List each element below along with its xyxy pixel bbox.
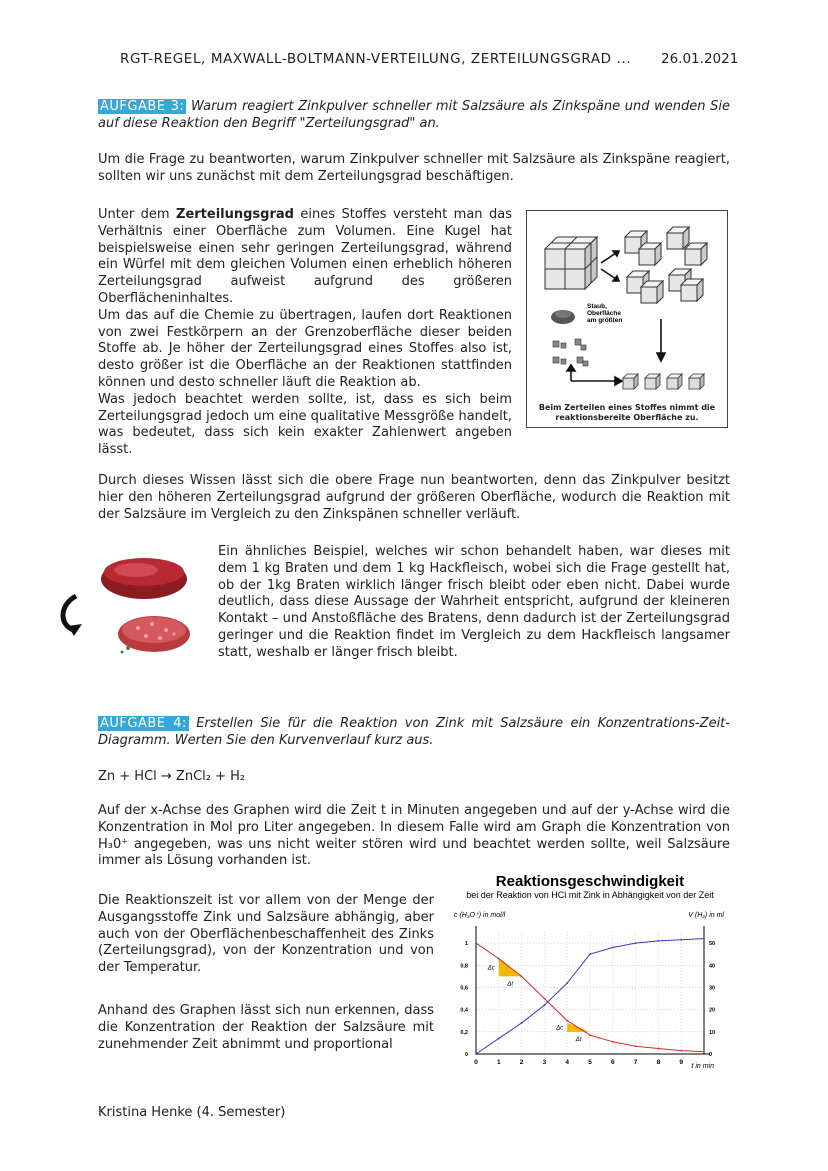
dust-pile-icon [551, 310, 575, 324]
delta-t-label: Δt [575, 1036, 582, 1043]
delta-t-label: Δt [507, 981, 514, 988]
medium-cubes-icon [623, 374, 704, 389]
x-tick-label: 1 [496, 1059, 501, 1066]
task4-axes-text: Auf der x-Achse des Graphen wird die Zeit t in Minuten angegeben und auf der y-Achse wird die Konzentration in Mol pro Liter angegeben. In diesem Falle wird am Graph die Konzentration von H₃0⁺ angegeben, was uns nicht weiter stören wird und beachtet werden sollte, weil Salzsäure immer als Lösung vorhanden ist. [98, 803, 730, 869]
task3-definition [98, 207, 512, 308]
large-cube-icon [545, 237, 597, 289]
task3-answer: Durch dieses Wissen lässt sich die obere Frage nun beantworten, denn das Zinkpulver besitzt hier den höheren Zerteilungsgrad aufgrund der größeren Oberfläche, wodurch die Reaktion mit der Salzsäure im Vergleich zu den Zinkspänen schneller verläuft. [98, 473, 730, 522]
header-title: RGT-REGEL, MAXWALL-BOLTMANN-VERTEILUNG, ZERTEILUNGSGRAD ... [120, 51, 632, 67]
caption-line-1: Beim Zerteilen eines Stoffes nimmt die [538, 403, 716, 412]
series-point [680, 939, 682, 941]
series-point [475, 942, 477, 944]
y-left-axis-label: c (H₃O⁺) in mol/l [454, 912, 506, 919]
delta-c-label: Δc [556, 1025, 564, 1032]
delta-c-label: Δc [487, 965, 495, 972]
meat-images [56, 544, 206, 664]
chart-title: Reaktionsgeschwindigkeit [495, 873, 685, 890]
x-tick-label: 3 [542, 1059, 547, 1066]
series-point [658, 1048, 660, 1050]
y-right-tick-label: 40 [709, 963, 716, 970]
y-right-tick-label: 0 [709, 1052, 713, 1058]
task3-definition-block [98, 207, 512, 459]
x-tick-label: 2 [519, 1059, 524, 1066]
dust-label-1: Staub, [587, 303, 607, 310]
y-left-tick-label: 0,6 [460, 985, 468, 992]
task3-intro: Um die Frage zu beantworten, warum Zinkpulver schneller mit Salzsäure als Zinkspäne reagiert, sollten wir uns zunächst mit dem Zerteilungsgrad beschäftigen. [98, 152, 730, 184]
x-axis-label: t in min [691, 1063, 714, 1070]
dust-label-2: Oberfläche [587, 310, 621, 317]
series-point [635, 1045, 637, 1047]
curved-arrow-icon [63, 596, 76, 630]
task3-chemistry: Um das auf die Chemie zu übertragen, laufen dort Reaktionen von zwei Festkörpern an der Grenzoberfläche dieser beiden Stoffe ab. Je höher der Zerteilungsgrad eines Stoffes also ist, desto größer ist die Oberfläche an der Reaktionen stattfinden können und desto schneller läuft die Reaktion ab. [98, 307, 512, 390]
roast-beef-icon [101, 558, 187, 599]
x-tick-label: 8 [656, 1059, 661, 1066]
task4-time-text: Die Reaktionszeit ist vor allem von der Menge der Ausgangsstoffe Zink und Salzsäure abhängig, aber auch von der Oberflächenbeschaffenheit des Zinks (Zerteilungsgrad), von der Konzentration und von der Temperatur. [98, 893, 434, 976]
task3-question [98, 99, 730, 133]
task3-note: Was jedoch beachtet werden sollte, ist, dass es sich beim Zerteilungsgrad jedoch um eine qualitative Messgröße handelt, was bedeutet, dass sich kein exakter Zahlenwert angeben lässt. [98, 391, 512, 458]
chart-subtitle: bei der Reaktion von HCl mit Zink in Abhängigkeit von der Zeit [466, 890, 714, 900]
series-point [612, 1041, 614, 1043]
series-point [566, 1020, 568, 1022]
task4-question-text: Erstellen Sie für die Reaktion von Zink mit Salzsäure ein Konzentrations-Zeit-Diagramm. Werten Sie den Kurvenverlauf kurz aus. [98, 716, 730, 748]
series-point [566, 982, 568, 984]
series-point [589, 1034, 591, 1036]
task4-question [98, 716, 730, 750]
y-right-axis-label: V (H₂) in ml [688, 912, 724, 919]
y-right-tick-label: 10 [709, 1029, 716, 1036]
x-tick-label: 6 [610, 1059, 615, 1066]
y-right-tick-label: 50 [709, 941, 716, 948]
minced-meat-icon [118, 616, 190, 654]
caption-line-2: reaktionsbereite Oberfläche zu. [555, 413, 699, 422]
footer-author: Kristina Henke (4. Semester) [98, 1105, 286, 1120]
cube-illustration [527, 211, 727, 427]
series-point [544, 1004, 546, 1006]
series-point [544, 998, 546, 1000]
reaction-rate-chart [448, 870, 732, 1076]
def-post: eines Stoffes versteht man das Verhältnis einer Oberfläche zum Volumen. Eine Kugel hat beispielsweise einen sehr geringen Zerteilungsgrad, während ein Würfel mit dem gleichen Volumen einen erheblich höheren Zerteilungsgrad aufweist aufgrund des größeren Oberflächeninhaltes. [98, 207, 512, 306]
y-left-tick-label: 1 [464, 941, 468, 948]
figure-caption [533, 403, 721, 423]
granules-icon [553, 339, 588, 366]
series-point [635, 942, 637, 944]
x-tick-label: 5 [588, 1059, 592, 1066]
task3-tag: AUFGABE 3: [100, 99, 185, 114]
series-point [658, 940, 660, 942]
task4-graph-text: Anhand des Graphen lässt sich nun erkennen, dass die Konzentration der Reaktion der Salzsäure mit zunehmender Zeit abnimmt und proportional [98, 1003, 434, 1052]
series-point [498, 1038, 500, 1040]
series-point [703, 1051, 705, 1053]
dust-label-3: am größten [587, 317, 623, 324]
y-left-tick-label: 0,8 [460, 963, 468, 970]
y-right-tick-label: 30 [709, 985, 716, 992]
chart-annotations [487, 959, 590, 1043]
series-point [703, 938, 705, 940]
series-line [476, 939, 704, 1054]
x-tick-label: 9 [679, 1059, 684, 1066]
x-tick-label: 4 [565, 1059, 570, 1066]
series-point [612, 947, 614, 949]
def-term: Zerteilungsgrad [176, 207, 294, 222]
small-cubes-icon [625, 227, 707, 303]
series-point [521, 975, 523, 977]
y-left-tick-label: 0,4 [460, 1007, 468, 1014]
series-point [680, 1050, 682, 1052]
page-header [0, 46, 828, 74]
series-point [521, 1022, 523, 1024]
series-point [498, 958, 500, 960]
task3-question-text: Warum reagiert Zinkpulver schneller mit Salzsäure als Zinkspäne und wenden Sie auf diese Reaktion den Begriff "Zerteilungsgrad" an. [98, 99, 730, 131]
task3-example: Ein ähnliches Beispiel, welches wir schon behandelt haben, war dieses mit dem 1 kg Braten und dem 1 kg Hackfleisch, wobei sich die Frage gestellt hat, ob der 1kg Braten wirklich länger frisch bleibt oder eben nicht. Dabei wurde deutlich, dass diese Aussage der Wahrheit entspricht, aufgrund der kleineren Kontakt – und Anstoßfläche des Bratens, denn dadurch ist der Zerteilungsgrad geringer und die Reaktion findet im Vergleich zu dem Hackfleisch langsamer statt, weshalb er länger frisch bleibt. [218, 544, 730, 660]
series-point [475, 1053, 477, 1055]
reaction-equation: Zn + HCl → ZnCl₂ + H₂ [98, 769, 246, 784]
surface-area-figure [526, 210, 728, 428]
y-left-tick-label: 0,2 [460, 1029, 468, 1036]
task4-tag: AUFGABE 4: [100, 716, 187, 731]
chart-grid [476, 926, 710, 1054]
x-tick-label: 7 [633, 1059, 638, 1066]
x-tick-label: 0 [474, 1059, 478, 1066]
header-date: 26.01.2021 [661, 51, 739, 67]
y-right-tick-label: 20 [709, 1007, 716, 1014]
def-pre: Unter dem [98, 207, 177, 222]
y-left-tick-label: 0 [464, 1052, 468, 1058]
series-point [589, 953, 591, 955]
